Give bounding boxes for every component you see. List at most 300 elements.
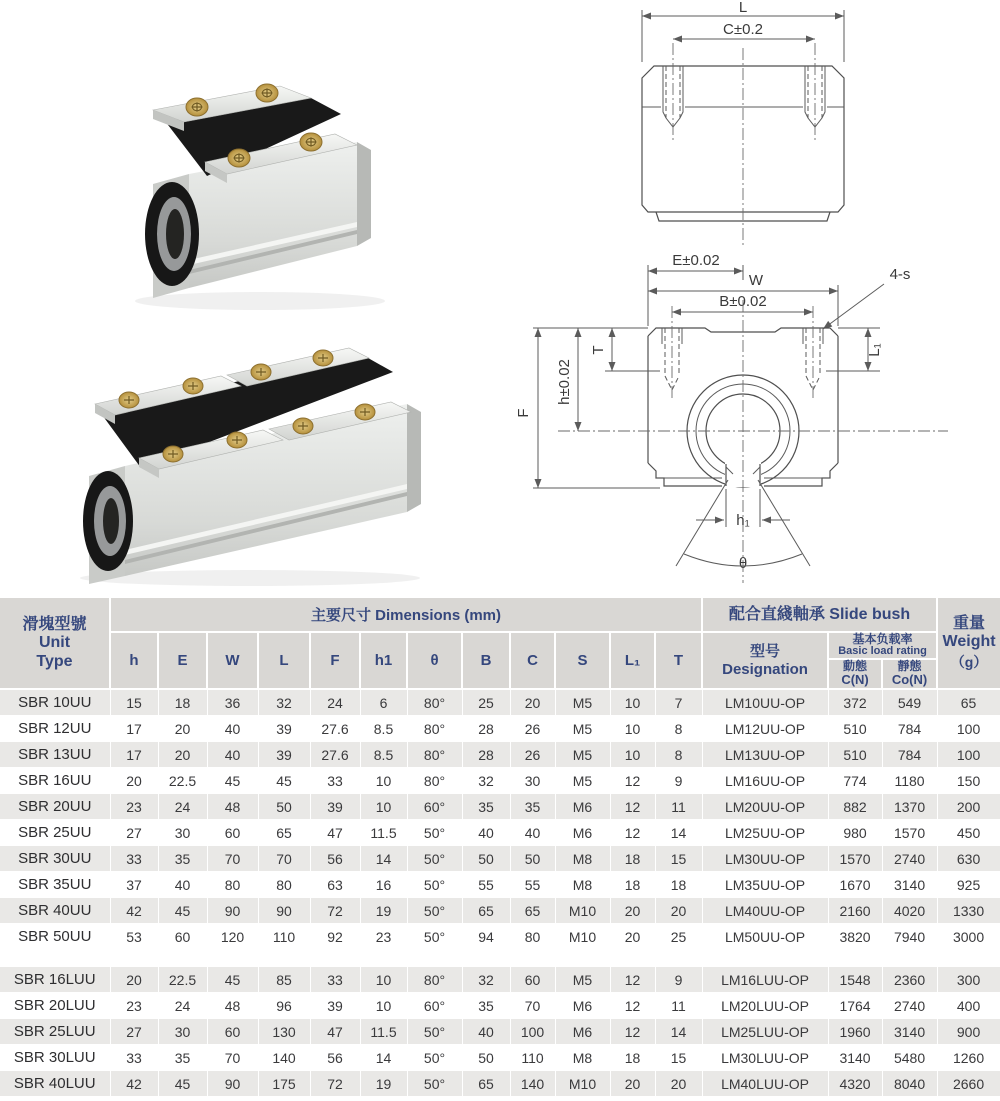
side-view-drawing [560, 0, 1000, 250]
l1-cell: 18 [610, 846, 655, 872]
unit-type-cell: SBR 40LUU [0, 1071, 110, 1097]
load-rating-header [828, 632, 937, 659]
w-cell: 40 [207, 742, 258, 768]
t-cell: 20 [655, 898, 702, 924]
dim-label-theta: θ [738, 555, 748, 572]
s-cell: M5 [555, 768, 610, 794]
b-cell: 35 [462, 794, 510, 820]
s-cell: M10 [555, 898, 610, 924]
dim-label-L1: L₁ [866, 343, 883, 357]
weight-cell: 1260 [937, 1045, 1000, 1071]
col-header-E: E [158, 632, 207, 689]
t-cell: 15 [655, 1045, 702, 1071]
b-cell: 35 [462, 993, 510, 1019]
l1-cell: 20 [610, 1071, 655, 1097]
h1-cell: 11.5 [360, 820, 407, 846]
e-cell: 45 [158, 898, 207, 924]
dynamic-load-cell: 1570 [828, 846, 882, 872]
b-cell: 65 [462, 898, 510, 924]
c-cell: 100 [510, 1019, 555, 1045]
designation-header-en: Designation [722, 660, 808, 678]
l-cell: 70 [258, 846, 310, 872]
h-cell: 33 [110, 1045, 158, 1071]
dynamic-load-cell: 3140 [828, 1045, 882, 1071]
dim-label-T: T [590, 345, 607, 355]
dynamic-load-cell: 510 [828, 716, 882, 742]
static-load-cell: 1180 [882, 768, 937, 794]
static-load-header [882, 659, 937, 689]
l-cell: 39 [258, 742, 310, 768]
f-cell: 92 [310, 924, 360, 950]
weight-header-unit: （g） [950, 653, 988, 670]
dim-label-B: B±0.02 [719, 293, 767, 310]
e-cell: 30 [158, 1019, 207, 1045]
t-cell: 8 [655, 742, 702, 768]
static-load-cell: 784 [882, 716, 937, 742]
l-cell: 32 [258, 689, 310, 716]
s-cell: M6 [555, 794, 610, 820]
f-cell: 33 [310, 768, 360, 794]
l1-cell: 12 [610, 967, 655, 993]
h-cell: 20 [110, 967, 158, 993]
h1-cell: 11.5 [360, 1019, 407, 1045]
dynamic-load-cell: 2160 [828, 898, 882, 924]
static-load-zh: 靜態 [897, 659, 922, 673]
block-right-face [357, 142, 371, 246]
col-header-L: L [258, 632, 310, 689]
b-cell: 28 [462, 742, 510, 768]
c-cell: 40 [510, 820, 555, 846]
e-cell: 22.5 [158, 768, 207, 794]
c-cell: 60 [510, 967, 555, 993]
static-load-en: Co(N) [891, 672, 928, 688]
f-cell: 72 [310, 898, 360, 924]
c-cell: 50 [510, 846, 555, 872]
e-cell: 20 [158, 742, 207, 768]
static-load-cell: 1370 [882, 794, 937, 820]
unit-type-header-zh: 滑塊型號 [22, 616, 87, 634]
static-load-cell: 7940 [882, 924, 937, 950]
table-row [0, 924, 1000, 950]
b-cell: 50 [462, 1045, 510, 1071]
h-cell: 37 [110, 872, 158, 898]
designation-cell: LM20LUU-OP [702, 993, 828, 1019]
w-cell: 60 [207, 820, 258, 846]
s-cell: M10 [555, 1071, 610, 1097]
section-view-drawing [500, 248, 1000, 598]
theta-cell: 50° [407, 1045, 462, 1071]
tapped-hole-right [805, 43, 825, 140]
h-cell: 27 [110, 1019, 158, 1045]
tapped-hole-left [663, 43, 683, 140]
dynamic-load-cell: 4320 [828, 1071, 882, 1097]
theta-cell: 50° [407, 924, 462, 950]
h-cell: 27 [110, 820, 158, 846]
b-cell: 28 [462, 716, 510, 742]
dynamic-load-cell: 3820 [828, 924, 882, 950]
f-cell: 27.6 [310, 742, 360, 768]
theta-cell: 80° [407, 689, 462, 716]
table-row [0, 1071, 1000, 1097]
e-cell: 20 [158, 716, 207, 742]
dynamic-load-cell: 980 [828, 820, 882, 846]
weight-cell: 900 [937, 1019, 1000, 1045]
theta-cell: 60° [407, 993, 462, 1019]
weight-cell: 300 [937, 967, 1000, 993]
theta-cell: 80° [407, 716, 462, 742]
f-cell: 39 [310, 794, 360, 820]
dim-label-E: E±0.02 [672, 252, 720, 269]
unit-type-header [0, 598, 110, 689]
t-cell: 20 [655, 1071, 702, 1097]
col-header-h1: h1 [360, 632, 407, 689]
l1-cell: 20 [610, 898, 655, 924]
l1-cell: 12 [610, 794, 655, 820]
spec-table-body [0, 689, 1000, 1097]
l1-cell: 12 [610, 1019, 655, 1045]
l-cell: 39 [258, 716, 310, 742]
col-header-h: h [110, 632, 158, 689]
s-cell: M8 [555, 846, 610, 872]
f-cell: 72 [310, 1071, 360, 1097]
e-cell: 60 [158, 924, 207, 950]
s-cell: M6 [555, 820, 610, 846]
dynamic-load-cell: 1960 [828, 1019, 882, 1045]
l-cell: 96 [258, 993, 310, 1019]
weight-cell: 100 [937, 742, 1000, 768]
h1-cell: 16 [360, 872, 407, 898]
h1-cell: 14 [360, 1045, 407, 1071]
col-header-S: S [555, 632, 610, 689]
col-header-C: C [510, 632, 555, 689]
w-cell: 48 [207, 993, 258, 1019]
static-load-cell: 3140 [882, 1019, 937, 1045]
f-cell: 33 [310, 967, 360, 993]
l1-cell: 20 [610, 924, 655, 950]
theta-cell: 50° [407, 898, 462, 924]
dim-label-h: h±0.02 [556, 359, 573, 405]
s-cell: M5 [555, 742, 610, 768]
h1-cell: 14 [360, 846, 407, 872]
c-cell: 35 [510, 794, 555, 820]
unit-type-cell: SBR 10UU [0, 689, 110, 716]
photo-shadow [135, 292, 385, 310]
designation-cell: LM13UU-OP [702, 742, 828, 768]
weight-header [937, 598, 1000, 689]
unit-type-cell: SBR 12UU [0, 716, 110, 742]
b-cell: 25 [462, 689, 510, 716]
table-row [0, 794, 1000, 820]
designation-cell: LM35UU-OP [702, 872, 828, 898]
table-row [0, 820, 1000, 846]
b-cell: 55 [462, 872, 510, 898]
l-cell: 110 [258, 924, 310, 950]
static-load-cell: 549 [882, 689, 937, 716]
l1-cell: 12 [610, 820, 655, 846]
h1-cell: 10 [360, 967, 407, 993]
c-cell: 30 [510, 768, 555, 794]
f-cell: 56 [310, 846, 360, 872]
weight-header-zh: 重量 [953, 615, 986, 633]
theta-cell: 60° [407, 794, 462, 820]
e-cell: 35 [158, 1045, 207, 1071]
b-cell: 40 [462, 820, 510, 846]
designation-cell: LM16UU-OP [702, 768, 828, 794]
theta-cell: 50° [407, 872, 462, 898]
w-cell: 80 [207, 872, 258, 898]
unit-type-header-en2: Type [36, 652, 73, 670]
f-cell: 39 [310, 993, 360, 1019]
table-row [0, 1019, 1000, 1045]
l1-cell: 10 [610, 689, 655, 716]
w-cell: 36 [207, 689, 258, 716]
h1-cell: 19 [360, 898, 407, 924]
dim-label-4s: 4-s [889, 266, 911, 283]
unit-type-cell: SBR 13UU [0, 742, 110, 768]
w-cell: 45 [207, 967, 258, 993]
product-photo-long [55, 316, 435, 586]
designation-cell: LM40UU-OP [702, 898, 828, 924]
t-cell: 14 [655, 1019, 702, 1045]
col-header-W: W [207, 632, 258, 689]
f-cell: 24 [310, 689, 360, 716]
h1-cell: 8.5 [360, 716, 407, 742]
designation-cell: LM25LUU-OP [702, 1019, 828, 1045]
static-load-cell: 2360 [882, 967, 937, 993]
e-cell: 18 [158, 689, 207, 716]
t-cell: 11 [655, 993, 702, 1019]
table-row [0, 967, 1000, 993]
designation-cell: LM10UU-OP [702, 689, 828, 716]
dim-label-C: C±0.2 [723, 21, 763, 38]
c-cell: 20 [510, 689, 555, 716]
unit-type-cell: SBR 50UU [0, 924, 110, 950]
col-header-L1: L₁ [610, 632, 655, 689]
dynamic-load-cell: 1670 [828, 872, 882, 898]
weight-cell: 65 [937, 689, 1000, 716]
theta-cell: 50° [407, 846, 462, 872]
l1-cell: 12 [610, 768, 655, 794]
l-cell: 140 [258, 1045, 310, 1071]
designation-cell: LM25UU-OP [702, 820, 828, 846]
table-row [0, 872, 1000, 898]
screw [300, 133, 322, 151]
weight-cell: 3000 [937, 924, 1000, 950]
theta-cell: 50° [407, 1071, 462, 1097]
f-cell: 56 [310, 1045, 360, 1071]
s-cell: M8 [555, 1045, 610, 1071]
dynamic-load-cell: 774 [828, 768, 882, 794]
e-cell: 22.5 [158, 967, 207, 993]
col-header-F: F [310, 632, 360, 689]
f-cell: 63 [310, 872, 360, 898]
e-cell: 40 [158, 872, 207, 898]
weight-cell: 400 [937, 993, 1000, 1019]
l-cell: 50 [258, 794, 310, 820]
l-cell: 45 [258, 768, 310, 794]
h1-cell: 6 [360, 689, 407, 716]
dynamic-load-zh: 動態 [843, 659, 868, 673]
static-load-cell: 2740 [882, 993, 937, 1019]
w-cell: 48 [207, 794, 258, 820]
unit-type-cell: SBR 40UU [0, 898, 110, 924]
weight-cell: 100 [937, 716, 1000, 742]
col-header-theta: θ [407, 632, 462, 689]
static-load-cell: 2740 [882, 846, 937, 872]
l1-cell: 10 [610, 716, 655, 742]
t-cell: 25 [655, 924, 702, 950]
unit-type-cell: SBR 30LUU [0, 1045, 110, 1071]
dim-label-h1: h₁ [736, 512, 750, 529]
dynamic-load-cell: 372 [828, 689, 882, 716]
w-cell: 40 [207, 716, 258, 742]
e-cell: 45 [158, 1071, 207, 1097]
b-cell: 94 [462, 924, 510, 950]
h1-cell: 19 [360, 1071, 407, 1097]
c-cell: 70 [510, 993, 555, 1019]
w-cell: 90 [207, 898, 258, 924]
s-cell: M10 [555, 924, 610, 950]
f-cell: 47 [310, 1019, 360, 1045]
table-row [0, 898, 1000, 924]
dynamic-load-cell: 882 [828, 794, 882, 820]
table-section-gap [0, 950, 1000, 968]
weight-cell: 1330 [937, 898, 1000, 924]
l1-cell: 10 [610, 742, 655, 768]
w-cell: 70 [207, 846, 258, 872]
tapped-hole-right [803, 306, 823, 398]
h-cell: 17 [110, 716, 158, 742]
tapped-hole-left [662, 306, 682, 398]
h-cell: 23 [110, 794, 158, 820]
bore-seal [83, 471, 133, 571]
dynamic-load-en: C(N) [841, 672, 869, 688]
designation-cell: LM12UU-OP [702, 716, 828, 742]
t-cell: 18 [655, 872, 702, 898]
slide-bush-header: 配合直綫軸承 Slide bush [702, 598, 937, 632]
dim-label-F: F [515, 408, 532, 418]
e-cell: 35 [158, 846, 207, 872]
b-cell: 50 [462, 846, 510, 872]
product-photo-short [115, 58, 400, 316]
t-cell: 7 [655, 689, 702, 716]
t-cell: 11 [655, 794, 702, 820]
h-cell: 20 [110, 768, 158, 794]
c-cell: 26 [510, 716, 555, 742]
l-cell: 175 [258, 1071, 310, 1097]
c-cell: 26 [510, 742, 555, 768]
h1-cell: 8.5 [360, 742, 407, 768]
l1-cell: 12 [610, 993, 655, 1019]
table-row [0, 742, 1000, 768]
h1-cell: 23 [360, 924, 407, 950]
b-cell: 65 [462, 1071, 510, 1097]
unit-type-cell: SBR 25UU [0, 820, 110, 846]
weight-cell: 200 [937, 794, 1000, 820]
c-cell: 65 [510, 898, 555, 924]
table-row [0, 993, 1000, 1019]
dynamic-load-cell: 510 [828, 742, 882, 768]
unit-type-cell: SBR 25LUU [0, 1019, 110, 1045]
theta-cell: 50° [407, 1019, 462, 1045]
c-cell: 80 [510, 924, 555, 950]
designation-cell: LM20UU-OP [702, 794, 828, 820]
load-rating-header-en: Basic load rating [838, 645, 927, 658]
w-cell: 90 [207, 1071, 258, 1097]
w-cell: 120 [207, 924, 258, 950]
h-cell: 33 [110, 846, 158, 872]
weight-cell: 450 [937, 820, 1000, 846]
s-cell: M6 [555, 993, 610, 1019]
block-right-face [407, 404, 421, 512]
theta-cell: 80° [407, 967, 462, 993]
weight-cell: 150 [937, 768, 1000, 794]
dynamic-load-cell: 1548 [828, 967, 882, 993]
h-cell: 15 [110, 689, 158, 716]
static-load-cell: 1570 [882, 820, 937, 846]
designation-cell: LM30LUU-OP [702, 1045, 828, 1071]
l-cell: 85 [258, 967, 310, 993]
dimensions-header: 主要尺寸 Dimensions (mm) [110, 598, 702, 632]
load-rating-header-zh: 基本负载率 [852, 632, 913, 647]
designation-header-zh: 型号 [750, 643, 781, 661]
h-cell: 17 [110, 742, 158, 768]
l-cell: 65 [258, 820, 310, 846]
dynamic-load-cell: 1764 [828, 993, 882, 1019]
l1-cell: 18 [610, 872, 655, 898]
weight-cell: 925 [937, 872, 1000, 898]
t-cell: 9 [655, 768, 702, 794]
theta-cell: 80° [407, 768, 462, 794]
s-cell: M5 [555, 967, 610, 993]
t-cell: 14 [655, 820, 702, 846]
unit-type-cell: SBR 35UU [0, 872, 110, 898]
t-cell: 8 [655, 716, 702, 742]
table-row [0, 768, 1000, 794]
s-cell: M5 [555, 716, 610, 742]
unit-type-cell: SBR 30UU [0, 846, 110, 872]
unit-type-cell: SBR 16LUU [0, 967, 110, 993]
l-cell: 90 [258, 898, 310, 924]
s-cell: M8 [555, 872, 610, 898]
designation-cell: LM50UU-OP [702, 924, 828, 950]
theta-cell: 50° [407, 820, 462, 846]
table-row [0, 689, 1000, 716]
w-cell: 60 [207, 1019, 258, 1045]
w-cell: 70 [207, 1045, 258, 1071]
w-cell: 45 [207, 768, 258, 794]
h1-cell: 10 [360, 794, 407, 820]
l1-cell: 18 [610, 1045, 655, 1071]
static-load-cell: 5480 [882, 1045, 937, 1071]
h1-cell: 10 [360, 993, 407, 1019]
designation-header [702, 632, 828, 689]
unit-type-header-en1: Unit [38, 634, 71, 652]
static-load-cell: 3140 [882, 872, 937, 898]
h-cell: 42 [110, 898, 158, 924]
screw [228, 149, 250, 167]
l-cell: 80 [258, 872, 310, 898]
h1-cell: 10 [360, 768, 407, 794]
weight-header-en: Weight [942, 633, 996, 651]
c-cell: 110 [510, 1045, 555, 1071]
dim-label-W: W [748, 272, 764, 289]
weight-cell: 630 [937, 846, 1000, 872]
h-cell: 42 [110, 1071, 158, 1097]
e-cell: 30 [158, 820, 207, 846]
static-load-cell: 784 [882, 742, 937, 768]
weight-cell: 2660 [937, 1071, 1000, 1097]
